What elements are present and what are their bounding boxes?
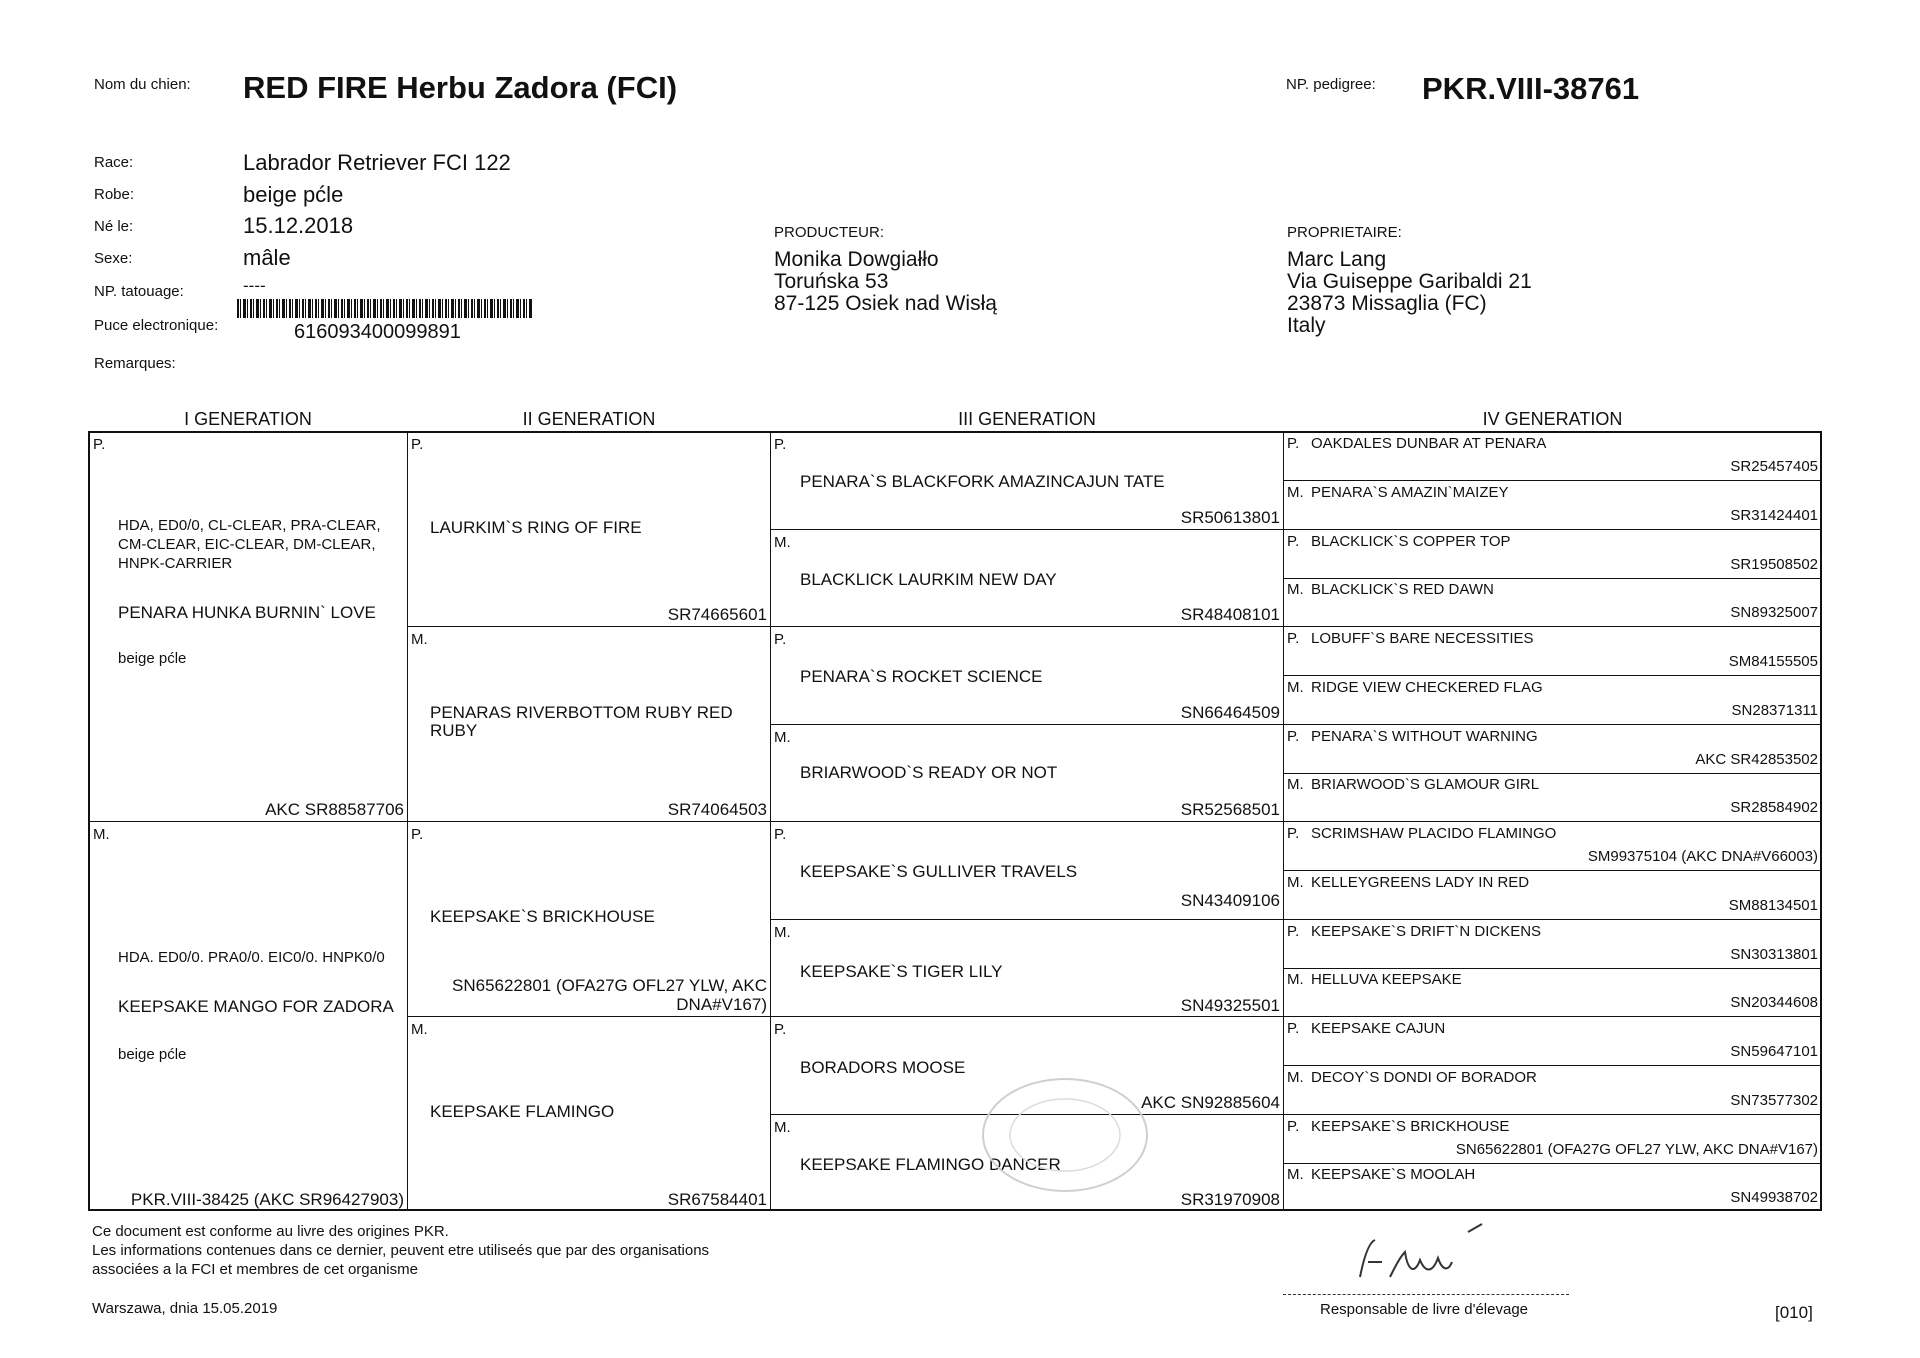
gen4-name: LOBUFF`S BARE NECESSITIES xyxy=(1311,630,1534,647)
signature-line xyxy=(1283,1294,1569,1295)
gen4-reg: SN65622801 (OFA27G OFL27 YLW, AKC DNA#V167) xyxy=(1455,1140,1818,1158)
gen3-tag: P. xyxy=(774,436,787,453)
gen2-tag: P. xyxy=(411,826,424,843)
gen3-reg: SN49325501 xyxy=(1180,996,1280,1015)
grid-row-line xyxy=(1283,529,1822,530)
gen4-tag: P. xyxy=(1287,1020,1300,1037)
grid-row-line xyxy=(770,529,1284,530)
grid-row-line xyxy=(1283,968,1822,969)
grid-row-line xyxy=(1283,578,1822,579)
gen1-sire-color: beige pćle xyxy=(118,650,187,667)
gen1-sire-health: CM-CLEAR, EIC-CLEAR, DM-CLEAR, xyxy=(118,536,376,553)
gen4-reg: SN30313801 xyxy=(1730,945,1818,963)
gen4-name: SCRIMSHAW PLACIDO FLAMINGO xyxy=(1311,825,1557,842)
remarks-label: Remarques: xyxy=(94,355,176,372)
footer-line: Ce document est conforme au livre des origines PKR. xyxy=(92,1223,449,1240)
gen3-tag: M. xyxy=(774,924,791,941)
owner-name: Marc Lang xyxy=(1287,248,1387,271)
footer-line: Les informations contenues dans ce dernier, peuvent etre utiliseés que par des organisations xyxy=(92,1242,710,1259)
gen4-tag: P. xyxy=(1287,1117,1300,1135)
gen4-reg: SM99375104 (AKC DNA#V66003) xyxy=(1587,848,1818,865)
gen3-reg: SR48408101 xyxy=(1180,605,1280,624)
gen4-name: KEEPSAKE CAJUN xyxy=(1311,1020,1446,1037)
tattoo-label: NP. tatouage: xyxy=(94,283,184,300)
gen4-tag: M. xyxy=(1287,581,1304,599)
gen4-reg: SM88134501 xyxy=(1728,896,1818,914)
chip-barcode xyxy=(237,299,533,318)
race-value: Labrador Retriever FCI 122 xyxy=(243,150,511,175)
gen4-tag: M. xyxy=(1287,483,1304,501)
gen3-name: KEEPSAKE`S TIGER LILY xyxy=(800,962,1003,981)
gen1-dam-reg: PKR.VIII-38425 (AKC SR96427903) xyxy=(130,1190,404,1209)
footer-line: associées a la FCI et membres de cet organisme xyxy=(92,1261,418,1278)
grid-row-line xyxy=(1283,675,1822,676)
owner-street: Via Guiseppe Garibaldi 21 xyxy=(1287,270,1532,293)
gen4-reg: SR25457405 xyxy=(1730,458,1818,475)
chip-number: 616093400099891 xyxy=(294,321,461,343)
gen3-reg: SN66464509 xyxy=(1180,703,1280,722)
gen3-reg: SR52568501 xyxy=(1180,800,1280,819)
gen3-reg: SR31970908 xyxy=(1180,1190,1280,1209)
gen2-tag: P. xyxy=(411,436,424,453)
pedigree-number: PKR.VIII-38761 xyxy=(1422,71,1640,106)
stamp-seal xyxy=(975,1070,1155,1200)
gen4-reg: SN28371311 xyxy=(1731,701,1818,719)
gen1-dam-name: KEEPSAKE MANGO FOR ZADORA xyxy=(118,997,394,1016)
signature-label: Responsable de livre d'élevage xyxy=(1320,1301,1529,1318)
gen3-name: KEEPSAKE FLAMINGO DANCER xyxy=(800,1155,1061,1174)
sex-label: Sexe: xyxy=(94,250,133,267)
gen2-name: KEEPSAKE FLAMINGO xyxy=(430,1102,615,1121)
gen4-reg: SM84155505 xyxy=(1728,653,1818,670)
producer-label: PRODUCTEUR: xyxy=(774,224,885,241)
producer-street: Toruńska 53 xyxy=(774,270,889,293)
gen1-dam-tag: M. xyxy=(93,826,110,843)
grid-row-line xyxy=(1283,773,1822,774)
grid-row-line xyxy=(1283,919,1822,920)
gen4-tag: M. xyxy=(1287,678,1304,696)
gen2-reg: SR74064503 xyxy=(667,800,767,819)
gen1-sire-tag: P. xyxy=(93,436,106,453)
gen4-tag: M. xyxy=(1287,971,1304,989)
race-label: Race: xyxy=(94,154,134,171)
robe-value: beige pćle xyxy=(243,182,344,207)
grid-row-line xyxy=(1283,821,1822,822)
gen4-tag: P. xyxy=(1287,922,1300,940)
grid-row-line xyxy=(407,1016,771,1017)
gen3-tag: M. xyxy=(774,534,791,551)
gen4-name: RIDGE VIEW CHECKERED FLAG xyxy=(1311,678,1543,696)
grid-row-line xyxy=(770,821,1284,822)
gen3-name: PENARA`S BLACKFORK AMAZINCAJUN TATE xyxy=(800,472,1165,491)
gen4-name: KEEPSAKE`S DRIFT`N DICKENS xyxy=(1311,922,1542,940)
producer-name: Monika Dowgiałło xyxy=(774,248,939,271)
sex-value: mâle xyxy=(243,245,291,270)
gen4-name: HELLUVA KEEPSAKE xyxy=(1311,971,1462,989)
gen1-dam-color: beige pćle xyxy=(118,1046,187,1063)
gen3-tag: P. xyxy=(774,826,787,843)
gen1-sire-reg: AKC SR88587706 xyxy=(265,800,404,819)
gen4-heading: IV GENERATION xyxy=(1482,409,1623,429)
gen4-reg: SN73577302 xyxy=(1730,1091,1818,1109)
gen4-reg: SN49938702 xyxy=(1730,1189,1818,1207)
gen2-name-cont: RUBY xyxy=(430,721,478,740)
gen2-name: KEEPSAKE`S BRICKHOUSE xyxy=(430,907,655,926)
gen3-name: BORADORS MOOSE xyxy=(800,1058,966,1077)
gen3-reg: SN43409106 xyxy=(1180,891,1280,910)
gen3-name: BRIARWOOD`S READY OR NOT xyxy=(800,763,1058,782)
gen4-name: PENARA`S WITHOUT WARNING xyxy=(1311,727,1538,745)
gen2-reg: SR67584401 xyxy=(667,1190,767,1209)
born-label: Né le: xyxy=(94,218,134,235)
gen4-tag: P. xyxy=(1287,435,1300,452)
dog-name-label: Nom du chien: xyxy=(94,76,191,93)
gen3-name: BLACKLICK LAURKIM NEW DAY xyxy=(800,570,1057,589)
gen4-reg: SN59647101 xyxy=(1730,1043,1818,1060)
gen4-name: BLACKLICK`S COPPER TOP xyxy=(1311,532,1511,550)
gen2-reg: SN65622801 (OFA27G OFL27 YLW, AKC xyxy=(452,976,767,995)
gen1-heading: I GENERATION xyxy=(184,409,312,429)
owner-label: PROPRIETAIRE: xyxy=(1287,224,1402,241)
gen2-heading: II GENERATION xyxy=(522,409,656,429)
grid-row-line xyxy=(1283,1114,1822,1115)
grid-row-line xyxy=(1283,870,1822,871)
dog-name: RED FIRE Herbu Zadora (FCI) xyxy=(243,70,678,105)
gen4-name: BRIARWOOD`S GLAMOUR GIRL xyxy=(1311,776,1540,794)
gen2-name: LAURKIM`S RING OF FIRE xyxy=(430,518,642,537)
tattoo-value: ---- xyxy=(243,276,266,295)
gen4-name: KELLEYGREENS LADY IN RED xyxy=(1311,873,1530,891)
owner-city: 23873 Missaglia (FC) xyxy=(1287,292,1487,315)
gen3-tag: M. xyxy=(774,729,791,746)
signature xyxy=(1320,1222,1520,1292)
chip-label: Puce electronique: xyxy=(94,317,219,334)
grid-row-line xyxy=(770,1016,1284,1017)
gen4-tag: M. xyxy=(1287,1166,1304,1184)
grid-row-line xyxy=(1283,480,1822,481)
gen4-reg: SN89325007 xyxy=(1730,604,1818,622)
gen2-name: PENARAS RIVERBOTTOM RUBY RED xyxy=(430,703,733,722)
grid-row-line xyxy=(770,919,1284,920)
owner-country: Italy xyxy=(1287,314,1326,337)
gen3-reg: SR50613801 xyxy=(1180,508,1280,527)
grid-row-line xyxy=(1283,1016,1822,1017)
gen1-sire-health: HNPK-CARRIER xyxy=(118,555,233,572)
grid-row-line xyxy=(1283,1163,1822,1164)
gen4-name: KEEPSAKE`S MOOLAH xyxy=(1311,1166,1476,1184)
gen4-reg: SR31424401 xyxy=(1730,506,1818,524)
gen3-tag: P. xyxy=(774,1021,787,1038)
producer-city: 87-125 Osiek nad Wisłą xyxy=(774,292,997,315)
grid-row-line xyxy=(88,821,771,822)
gen3-name: PENARA`S ROCKET SCIENCE xyxy=(800,667,1043,686)
pedigree-label: NP. pedigree: xyxy=(1286,76,1376,93)
grid-row-line xyxy=(770,626,1284,627)
gen1-sire-name: PENARA HUNKA BURNIN` LOVE xyxy=(118,603,376,622)
document-code: [010] xyxy=(1775,1303,1813,1322)
gen4-reg: SR28584902 xyxy=(1730,799,1818,817)
place-date: Warszawa, dnia 15.05.2019 xyxy=(92,1300,278,1317)
gen4-name: PENARA`S AMAZIN`MAIZEY xyxy=(1311,483,1509,501)
gen4-reg: AKC SR42853502 xyxy=(1695,750,1818,768)
gen4-tag: P. xyxy=(1287,727,1300,745)
born-value: 15.12.2018 xyxy=(243,213,354,238)
gen4-name: DECOY`S DONDI OF BORADOR xyxy=(1311,1068,1537,1086)
gen2-reg-cont: DNA#V167) xyxy=(676,995,767,1014)
gen4-tag: P. xyxy=(1287,532,1300,550)
gen3-tag: P. xyxy=(774,631,787,648)
grid-row-line xyxy=(407,626,771,627)
gen2-tag: M. xyxy=(411,631,428,648)
gen4-tag: M. xyxy=(1287,1068,1304,1086)
gen4-name: KEEPSAKE`S BRICKHOUSE xyxy=(1311,1117,1510,1135)
gen4-tag: P. xyxy=(1287,630,1300,647)
gen4-name: OAKDALES DUNBAR AT PENARA xyxy=(1311,435,1547,452)
grid-row-line xyxy=(1283,724,1822,725)
gen3-reg: AKC SN92885604 xyxy=(1141,1093,1280,1112)
gen1-dam-health: HDA. ED0/0. PRA0/0. EIC0/0. HNPK0/0 xyxy=(118,949,385,966)
gen3-tag: M. xyxy=(774,1119,791,1136)
gen4-reg: SN20344608 xyxy=(1730,994,1818,1012)
gen4-name: BLACKLICK`S RED DAWN xyxy=(1311,581,1494,599)
grid-row-line xyxy=(770,724,1284,725)
grid-row-line xyxy=(1283,626,1822,627)
gen2-tag: M. xyxy=(411,1021,428,1038)
robe-label: Robe: xyxy=(94,186,135,203)
gen4-reg: SR19508502 xyxy=(1730,555,1818,573)
gen2-reg: SR74665601 xyxy=(667,605,767,624)
gen1-sire-health: HDA, ED0/0, CL-CLEAR, PRA-CLEAR, xyxy=(118,517,381,534)
gen3-name: KEEPSAKE`S GULLIVER TRAVELS xyxy=(800,862,1078,881)
gen4-tag: M. xyxy=(1287,873,1304,891)
gen4-tag: P. xyxy=(1287,825,1300,842)
gen4-tag: M. xyxy=(1287,776,1304,794)
grid-row-line xyxy=(1283,1065,1822,1066)
gen3-heading: III GENERATION xyxy=(958,409,1096,429)
